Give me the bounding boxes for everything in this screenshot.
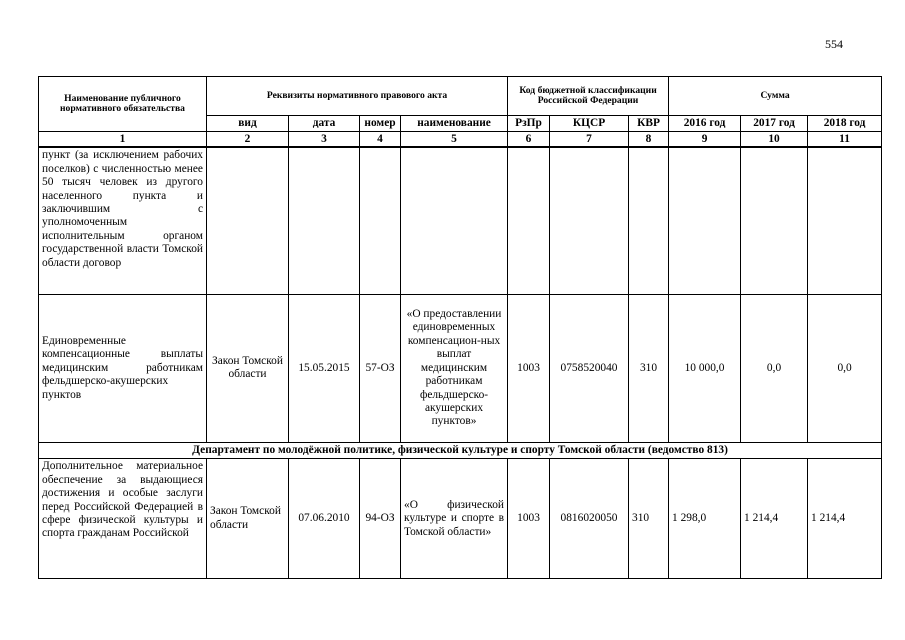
kvr-cell: 310 bbox=[629, 294, 669, 442]
column-number: 5 bbox=[401, 132, 508, 148]
name-cell: «О предоставлении единовременных компенсацион-ных выплат медицинским работникам фельдшерско-акушерских пунктов» bbox=[401, 294, 508, 442]
type-cell bbox=[207, 147, 289, 294]
subheader-2016: 2016 год bbox=[669, 116, 741, 132]
column-number: 11 bbox=[808, 132, 882, 148]
column-number: 8 bbox=[629, 132, 669, 148]
column-number: 3 bbox=[289, 132, 360, 148]
subheader-rzpr: РзПр bbox=[508, 116, 550, 132]
column-number-row bbox=[39, 132, 882, 148]
kvr-cell bbox=[629, 147, 669, 294]
table-row bbox=[39, 459, 882, 579]
number-cell: 94-ОЗ bbox=[360, 459, 401, 579]
sum-2017-cell: 1 214,4 bbox=[741, 459, 808, 579]
obligation-cell: Единовременные компенсационные выплаты медицинским работникам фельдшерско-акушерских пунктов bbox=[39, 294, 207, 442]
obligation-cell: Дополнительное материальное обеспечение за выдающиеся достижения и особые заслуги перед Российской Федерацией в сфере физической культуры и спорта гражданам Российской bbox=[39, 459, 207, 579]
header-obligation: Наименование публичного нормативного обязательства bbox=[39, 77, 207, 132]
header-row bbox=[39, 77, 882, 116]
rzpr-cell bbox=[508, 147, 550, 294]
header-sum: Сумма bbox=[669, 77, 882, 116]
sum-2018-cell: 1 214,4 bbox=[808, 459, 882, 579]
sum-2017-cell: 0,0 bbox=[741, 294, 808, 442]
column-number: 4 bbox=[360, 132, 401, 148]
subheader-type: вид bbox=[207, 116, 289, 132]
table-row bbox=[39, 294, 882, 442]
subheader-number: номер bbox=[360, 116, 401, 132]
header-budget-code: Код бюджетной классификации Российской Федерации bbox=[508, 77, 669, 116]
subheader-2017: 2017 год bbox=[741, 116, 808, 132]
sum-2016-cell bbox=[669, 147, 741, 294]
column-number: 9 bbox=[669, 132, 741, 148]
column-number: 6 bbox=[508, 132, 550, 148]
column-number: 7 bbox=[550, 132, 629, 148]
column-number: 1 bbox=[39, 132, 207, 148]
rzpr-cell: 1003 bbox=[508, 459, 550, 579]
section-row bbox=[39, 442, 882, 458]
date-cell: 15.05.2015 bbox=[289, 294, 360, 442]
kcsr-cell: 0758520040 bbox=[550, 294, 629, 442]
section-title: Департамент по молодёжной политике, физической культуре и спорту Томской области (ведомство 813) bbox=[39, 442, 882, 458]
obligation-cell: пункт (за исключением рабочих поселков) с численностью менее 50 тысяч человек из другого населенного пункта и заключившим с уполномоченным исполнительным органом государственной власти Томской области договор bbox=[39, 147, 207, 294]
name-cell bbox=[401, 147, 508, 294]
subheader-kvr: КВР bbox=[629, 116, 669, 132]
subheader-kcsr: КЦСР bbox=[550, 116, 629, 132]
sum-2018-cell: 0,0 bbox=[808, 294, 882, 442]
number-cell bbox=[360, 147, 401, 294]
kcsr-cell: 0816020050 bbox=[550, 459, 629, 579]
column-number: 2 bbox=[207, 132, 289, 148]
column-number: 10 bbox=[741, 132, 808, 148]
number-cell: 57-ОЗ bbox=[360, 294, 401, 442]
page-number: 554 bbox=[825, 37, 843, 51]
rzpr-cell: 1003 bbox=[508, 294, 550, 442]
subheader-name: наименование bbox=[401, 116, 508, 132]
name-cell: «О физической культуре и спорте в Томской области» bbox=[401, 459, 508, 579]
date-cell: 07.06.2010 bbox=[289, 459, 360, 579]
subheader-date: дата bbox=[289, 116, 360, 132]
type-cell: Закон Томской области bbox=[207, 294, 289, 442]
kcsr-cell bbox=[550, 147, 629, 294]
header-requisites: Реквизиты нормативного правового акта bbox=[207, 77, 508, 116]
type-cell: Закон Томской области bbox=[207, 459, 289, 579]
date-cell bbox=[289, 147, 360, 294]
sum-2017-cell bbox=[741, 147, 808, 294]
sum-2016-cell: 1 298,0 bbox=[669, 459, 741, 579]
table-row bbox=[39, 147, 882, 294]
budget-obligations-table bbox=[38, 76, 882, 579]
sum-2018-cell bbox=[808, 147, 882, 294]
subheader-2018: 2018 год bbox=[808, 116, 882, 132]
kvr-cell: 310 bbox=[629, 459, 669, 579]
sum-2016-cell: 10 000,0 bbox=[669, 294, 741, 442]
